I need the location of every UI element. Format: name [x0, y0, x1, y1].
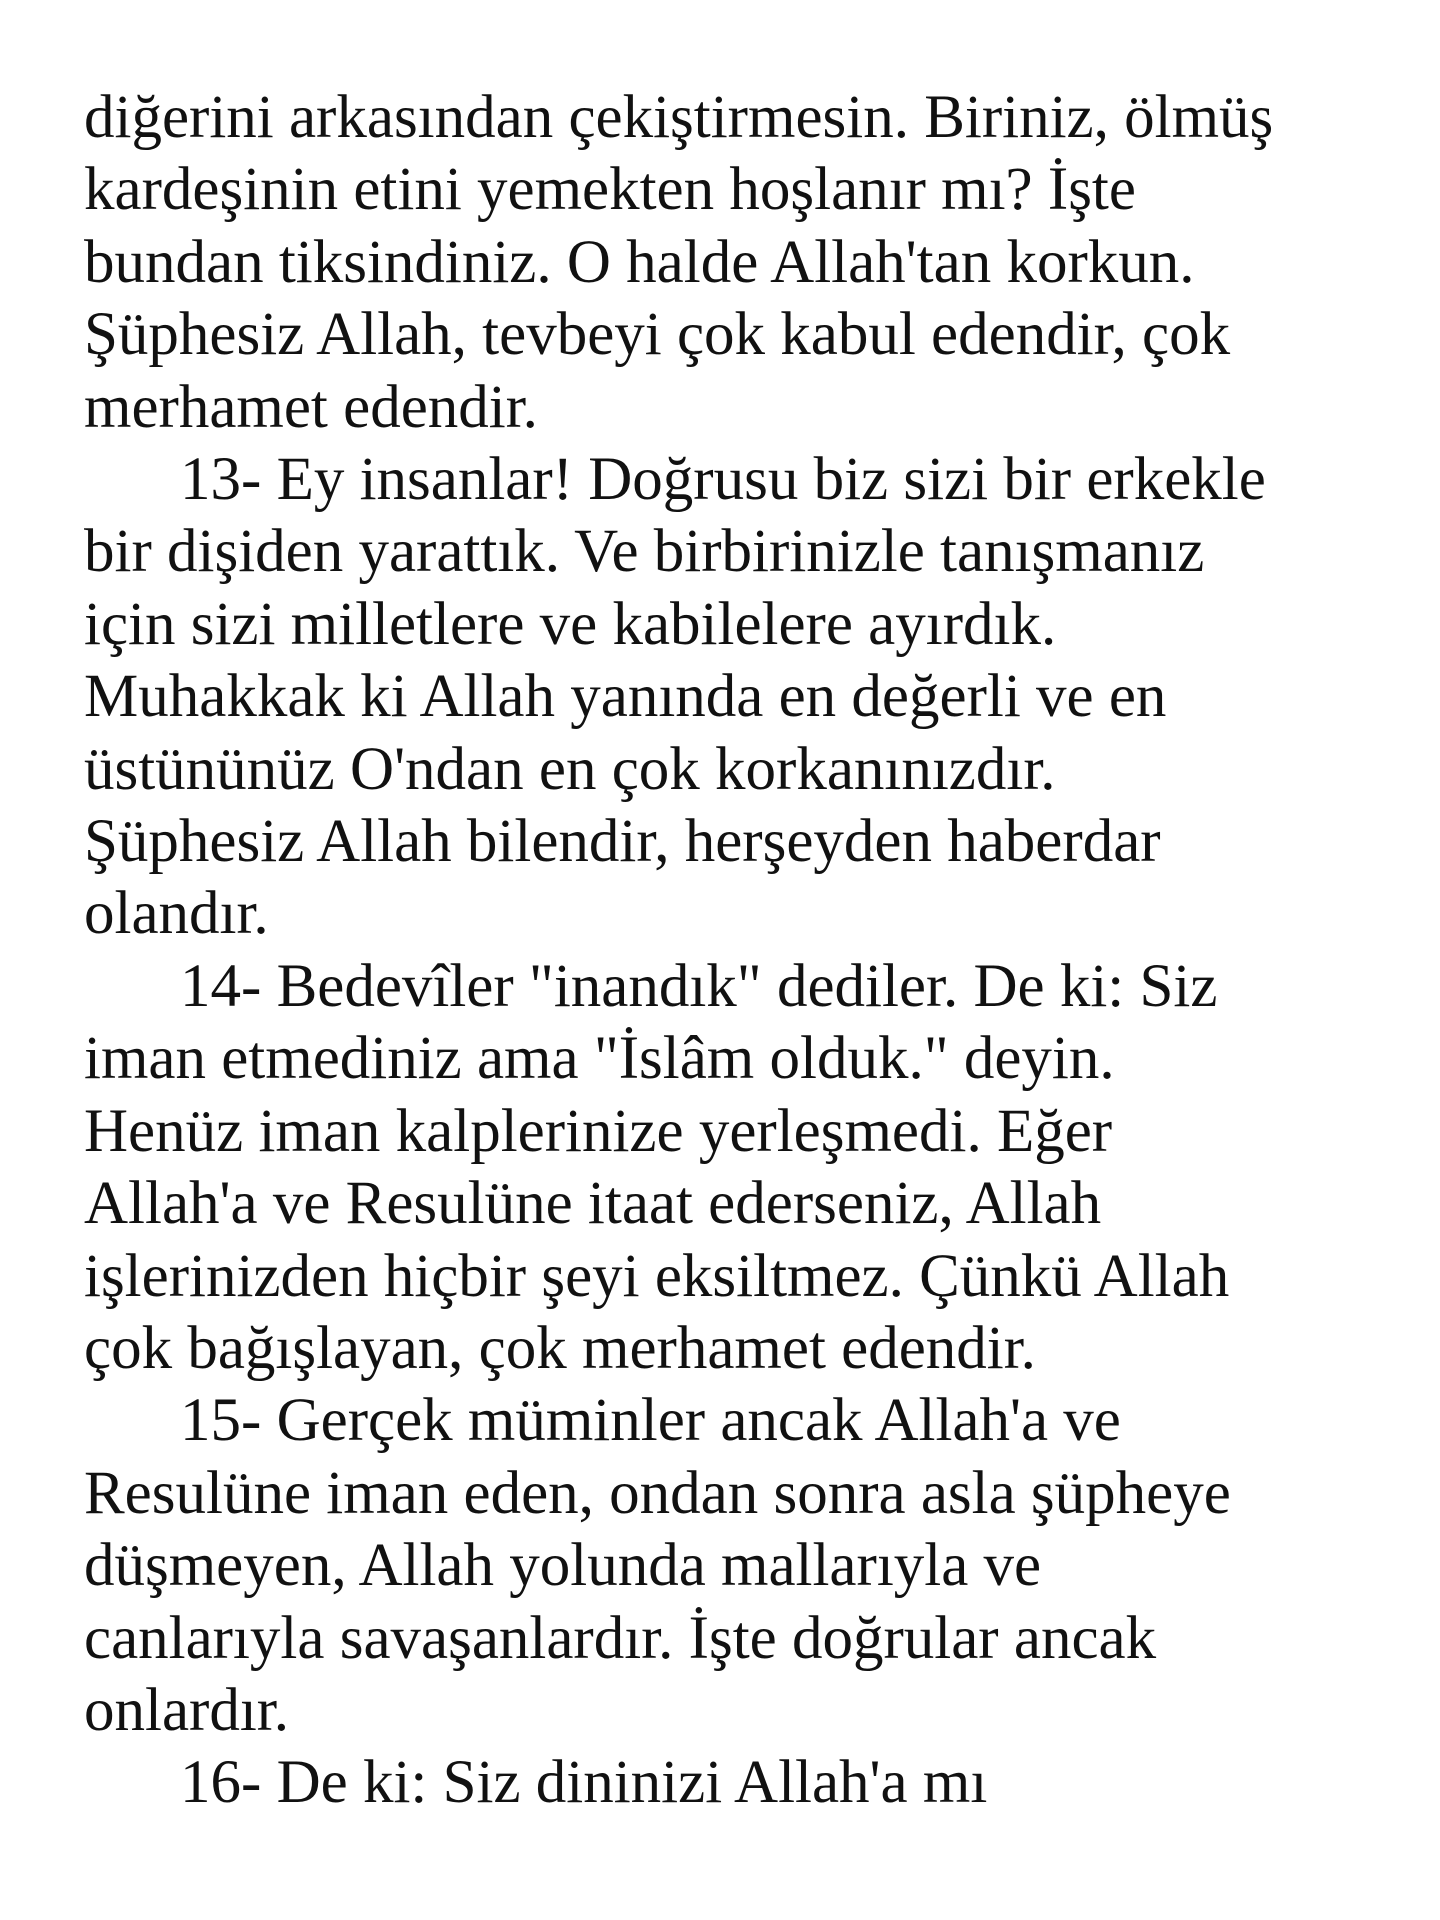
verse-start-line: 15- Gerçek müminler ancak Allah'a ve: [180, 1387, 1121, 1455]
text-line: Şüphesiz Allah bilendir, herşeyden haberdar: [84, 808, 1161, 876]
verse-start-line: 16- De ki: Siz dininizi Allah'a mı: [180, 1749, 988, 1817]
text-line: işlerinizden hiçbir şeyi eksiltmez. Çünkü Allah: [84, 1242, 1230, 1310]
text-line: canlarıyla savaşanlardır. İşte doğrular ancak: [84, 1604, 1157, 1672]
text-line: Şüphesiz Allah, tevbeyi çok kabul edendir, çok: [84, 301, 1231, 369]
text-line: onlardır.: [84, 1676, 289, 1744]
text-line: kardeşinin etini yemekten hoşlanır mı? İşte: [84, 156, 1136, 224]
text-line: Resulüne iman eden, ondan sonra asla şüpheye: [84, 1459, 1231, 1527]
text-line: düşmeyen, Allah yolunda mallarıyla ve: [84, 1532, 1042, 1600]
text-line: merhamet edendir.: [84, 373, 538, 441]
text-line: bir dişiden yarattık. Ve birbirinizle tanışmanız: [84, 518, 1205, 586]
text-line: diğerini arkasından çekiştirmesin. Biriniz, ölmüş: [84, 84, 1274, 151]
text-line: iman etmediniz ama "İslâm olduk." deyin.: [84, 1025, 1115, 1093]
text-line: Muhakkak ki Allah yanında en değerli ve en: [84, 663, 1167, 731]
verse-start-line: 14- Bedevîler "inandık" dediler. De ki: Siz: [180, 952, 1218, 1020]
verse-start-line: 13- Ey insanlar! Doğrusu biz sizi bir erkekle: [180, 446, 1266, 514]
text-line: çok bağışlayan, çok merhamet edendir.: [84, 1314, 1036, 1382]
document-page: [84, 82, 1384, 1820]
text-line: için sizi milletlere ve kabilelere ayırdık.: [84, 590, 1057, 658]
text-line: Henüz iman kalplerinize yerleşmedi. Eğer: [84, 1097, 1113, 1165]
text-line: Allah'a ve Resulüne itaat ederseniz, Allah: [84, 1170, 1102, 1238]
text-line: üstününüz O'ndan en çok korkanınızdır.: [84, 735, 1056, 803]
text-line: bundan tiksindiniz. O halde Allah'tan korkun.: [84, 228, 1195, 296]
text-line: olandır.: [84, 880, 269, 948]
